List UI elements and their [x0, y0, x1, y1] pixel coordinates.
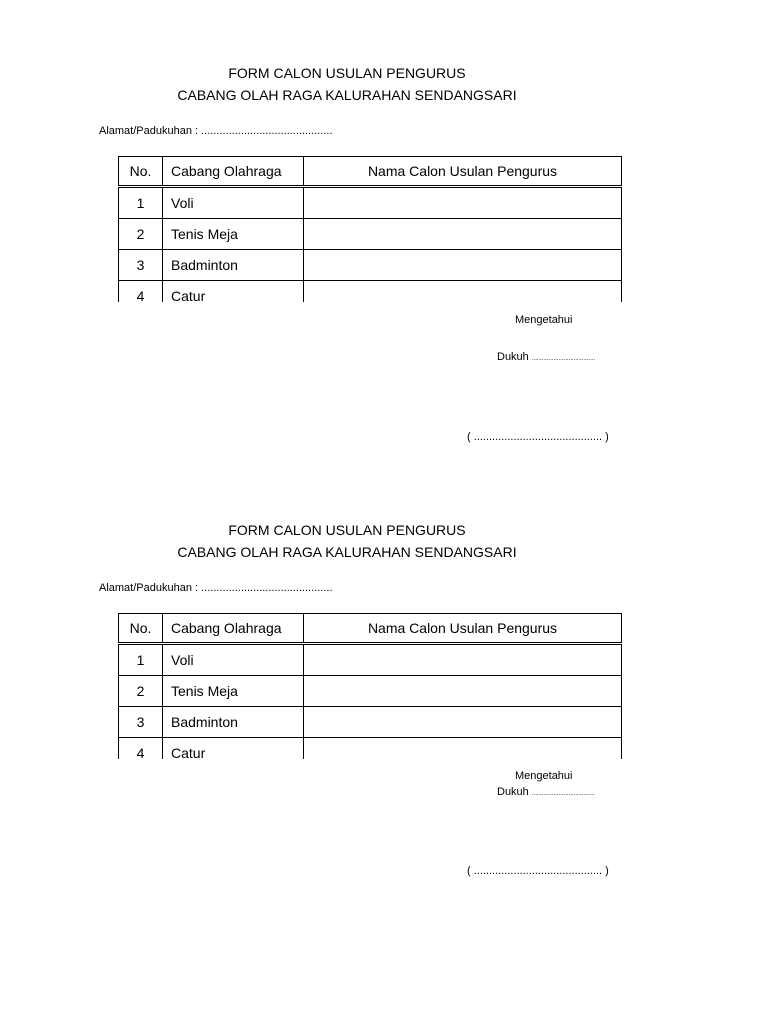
table-row	[119, 250, 622, 281]
row-nominee-cell[interactable]	[304, 707, 622, 738]
form-title: FORM CALON USULAN PENGURUS	[228, 65, 466, 81]
table-row	[119, 676, 622, 707]
row-nominee-cell[interactable]	[304, 281, 622, 303]
signature-line: ( .......................................... )	[467, 865, 609, 877]
dukuh-dots: ......................................	[531, 791, 596, 797]
row-no: 1	[119, 644, 163, 676]
row-no: 4	[119, 281, 163, 303]
table-row	[119, 187, 622, 219]
row-no: 4	[119, 738, 163, 760]
dukuh-label: Dukuh	[497, 351, 529, 363]
header-no: No.	[119, 157, 163, 187]
row-sport: Voli	[163, 187, 304, 219]
row-sport: Catur	[163, 281, 304, 303]
nominees-table-wrapper	[118, 613, 622, 759]
address-field: Alamat/Padukuhan : ...........................................	[99, 125, 333, 137]
dukuh-label: Dukuh	[497, 786, 529, 798]
row-nominee-cell[interactable]	[304, 676, 622, 707]
dukuh-dots: ......................................	[531, 356, 596, 362]
table-row	[119, 281, 622, 303]
header-sport: Cabang Olahraga	[163, 157, 304, 187]
table-header-row	[119, 614, 622, 644]
row-sport: Voli	[163, 644, 304, 676]
nomination-form-2	[0, 457, 768, 897]
form-subtitle: CABANG OLAH RAGA KALURAHAN SENDANGSARI	[177, 87, 517, 103]
table-row	[119, 644, 622, 676]
row-no: 1	[119, 187, 163, 219]
row-no: 2	[119, 219, 163, 250]
known-label: Mengetahui	[515, 314, 573, 326]
form-subtitle: CABANG OLAH RAGA KALURAHAN SENDANGSARI	[177, 544, 517, 560]
row-no: 3	[119, 707, 163, 738]
dukuh-line	[497, 785, 595, 801]
header-nominee: Nama Calon Usulan Pengurus	[304, 157, 622, 187]
form-title: FORM CALON USULAN PENGURUS	[228, 522, 466, 538]
known-label: Mengetahui	[515, 770, 573, 782]
header-no: No.	[119, 614, 163, 644]
header-nominee: Nama Calon Usulan Pengurus	[304, 614, 622, 644]
row-nominee-cell[interactable]	[304, 738, 622, 760]
table-header-row	[119, 157, 622, 187]
nomination-form-1	[0, 0, 768, 443]
row-no: 2	[119, 676, 163, 707]
row-sport: Catur	[163, 738, 304, 760]
row-nominee-cell[interactable]	[304, 219, 622, 250]
row-sport: Tenis Meja	[163, 676, 304, 707]
row-no: 3	[119, 250, 163, 281]
header-sport: Cabang Olahraga	[163, 614, 304, 644]
address-field: Alamat/Padukuhan : ...........................................	[99, 582, 333, 594]
nominees-table-wrapper	[118, 156, 622, 302]
signature-line: ( .......................................... )	[467, 431, 609, 443]
nominees-table	[118, 613, 622, 759]
nominees-table	[118, 156, 622, 302]
table-row	[119, 707, 622, 738]
row-sport: Tenis Meja	[163, 219, 304, 250]
row-nominee-cell[interactable]	[304, 187, 622, 219]
table-row	[119, 219, 622, 250]
row-sport: Badminton	[163, 707, 304, 738]
row-nominee-cell[interactable]	[304, 644, 622, 676]
dukuh-line	[497, 350, 595, 366]
row-sport: Badminton	[163, 250, 304, 281]
row-nominee-cell[interactable]	[304, 250, 622, 281]
table-row	[119, 738, 622, 760]
